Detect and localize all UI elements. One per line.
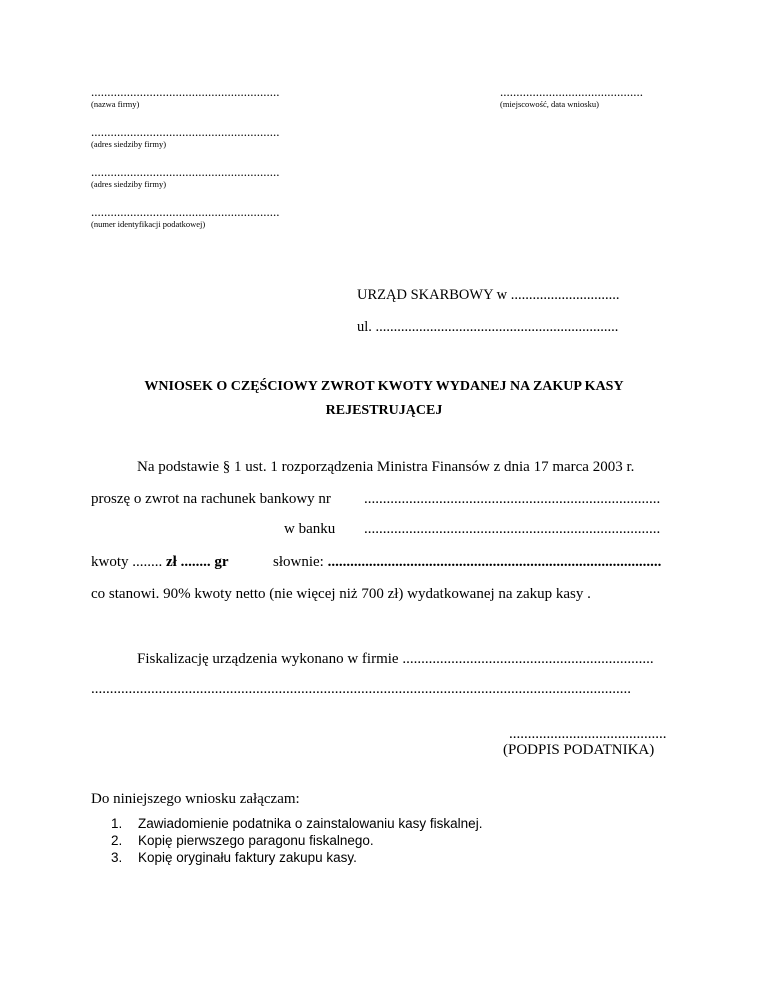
amount-prefix: kwoty ........ xyxy=(91,554,163,570)
address-line-2[interactable]: .......................................................... xyxy=(91,164,280,179)
fiscalization-text[interactable]: Fiskalizację urządzenia wykonano w firmie ................................................................... xyxy=(137,651,654,667)
attachments-list xyxy=(91,815,482,866)
list-item: 3. Kopię oryginału faktury zakupu kasy. xyxy=(111,850,357,865)
words-line: ......................................................................................... xyxy=(327,554,662,570)
signature-line[interactable]: .......................................... xyxy=(509,726,667,742)
amount-zl: zł ........ xyxy=(166,554,211,570)
attachments-heading: Do niniejszego wniosku załączam: xyxy=(91,791,300,807)
amount-gr: gr xyxy=(214,554,229,570)
signature-label: (PODPIS PODATNIKA) xyxy=(503,742,655,758)
list-item: 1. Zawiadomienie podatnika o zainstalowaniu kasy fiskalnej. xyxy=(111,816,483,831)
fiscalization-continuation-line[interactable]: ................................................................................................................................................ xyxy=(91,681,631,697)
tax-office-line: URZĄD SKARBOWY w .............................. xyxy=(357,287,620,303)
address-label-1: (adres siedziby firmy) xyxy=(91,139,167,149)
list-item: 2. Kopię pierwszego paragonu fiskalnego. xyxy=(111,833,374,848)
document-title-line-2: REJESTRUJĄCEJ xyxy=(325,403,443,418)
company-name-label: (nazwa firmy) xyxy=(91,99,140,109)
place-date-line[interactable]: ............................................ xyxy=(500,84,643,99)
bank-name-line[interactable]: ............................................................................... xyxy=(364,521,661,537)
tax-id-line[interactable]: .......................................................... xyxy=(91,204,280,219)
company-name-line[interactable]: .......................................................... xyxy=(91,84,280,99)
document-title-line-1: WNIOSEK O CZĘŚCIOWY ZWROT KWOTY WYDANEJ NA ZAKUP KASY xyxy=(144,379,624,394)
amount-line[interactable] xyxy=(91,553,229,571)
tax-office-street-line: ul. ................................................................... xyxy=(357,319,619,335)
legal-basis-text: Na podstawie § 1 ust. 1 rozporządzenia Ministra Finansów z dnia 17 marca 2003 r. xyxy=(137,459,635,475)
words-label: słownie: xyxy=(273,554,324,570)
percentage-text: co stanowi. 90% kwoty netto (nie więcej niż 700 zł) wydatkowanej na zakup kasy . xyxy=(91,586,591,602)
place-date-label: (miejscowość, data wniosku) xyxy=(500,99,599,109)
account-number-line[interactable]: ............................................................................... xyxy=(364,491,661,507)
address-label-2: (adres siedziby firmy) xyxy=(91,179,167,189)
tax-id-label: (numer identyfikacji podatkowej) xyxy=(91,219,206,229)
bank-label: w banku xyxy=(284,521,336,537)
amount-in-words[interactable] xyxy=(273,553,661,571)
address-line-1[interactable]: .......................................................... xyxy=(91,124,280,139)
account-label: proszę o zwrot na rachunek bankowy nr xyxy=(91,491,331,507)
